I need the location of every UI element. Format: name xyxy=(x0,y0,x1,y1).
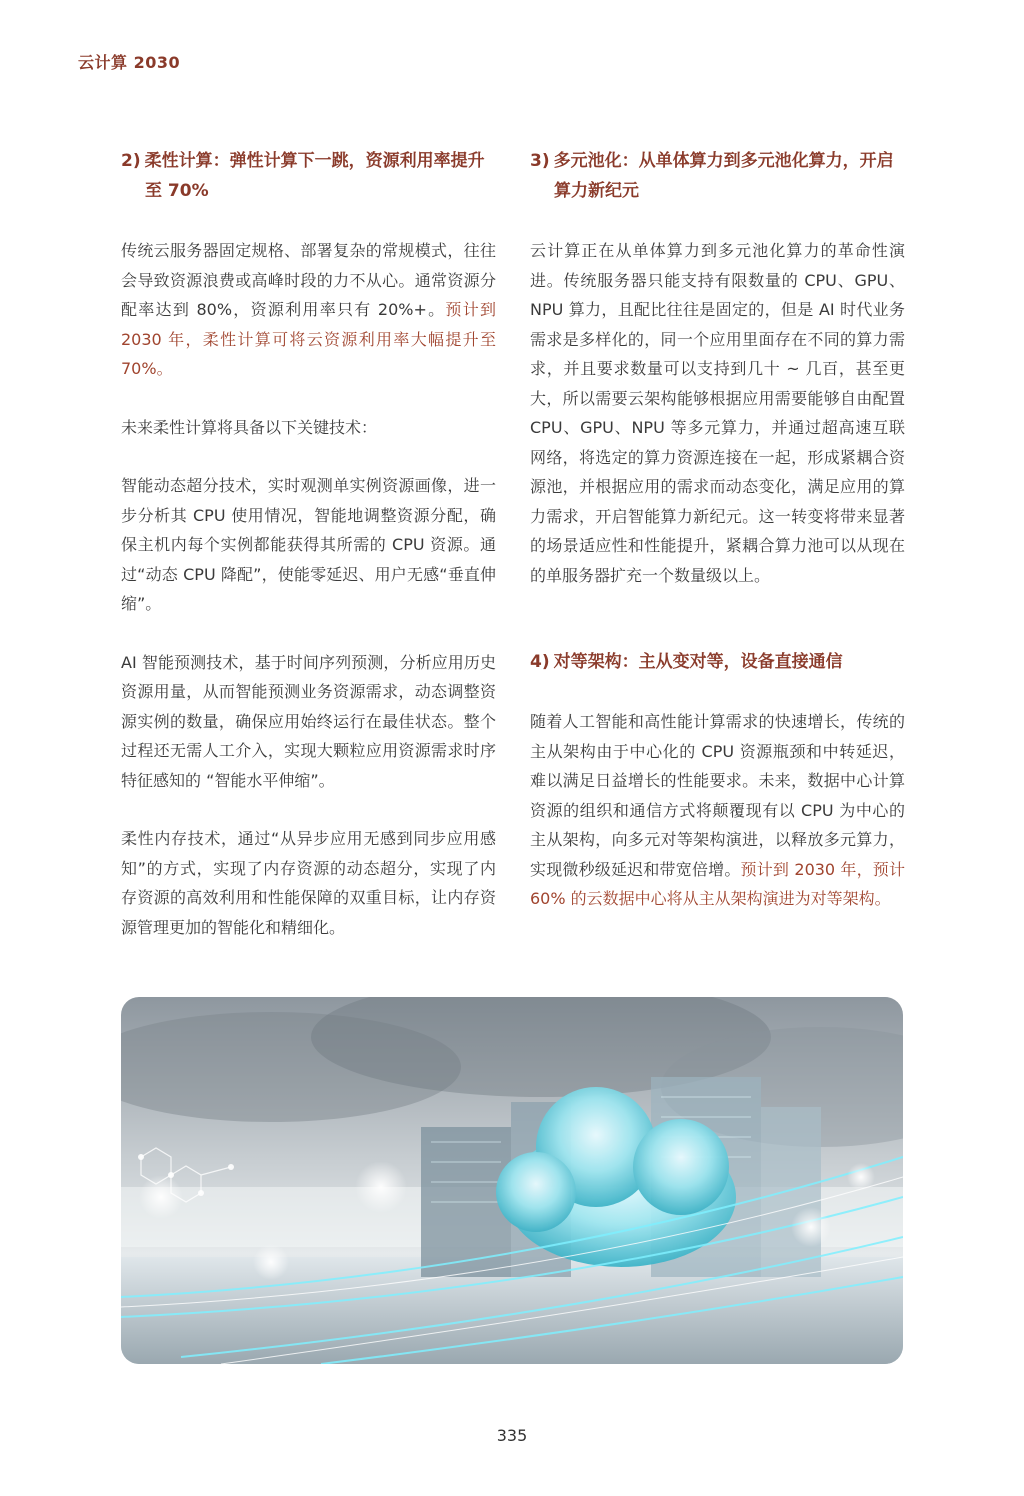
section-3-number: 3) xyxy=(530,151,550,171)
section-2-paragraph-2: 未来柔性计算将具备以下关键技术： xyxy=(121,417,378,437)
section-2-heading: 柔性计算：弹性计算下一跳，资源利用率提升至 70% xyxy=(144,151,485,201)
section-2-title xyxy=(121,146,496,206)
section-4-paragraph-1 xyxy=(530,707,905,914)
section-2-paragraph-5: 柔性内存技术，通过“从异步应用无感到同步应用感知”的方式，实现了内存资源的动态超分，实现了内存资源的高效利用和性能保障的双重目标，让内存资源管理更加的智能化和精细化。 xyxy=(121,829,496,937)
section-2-paragraph-4: AI 智能预测技术，基于时间序列预测，分析应用历史资源用量，从而智能预测业务资源需求，动态调整资源实例的数量，确保应用始终运行在最佳状态。整个过程还无需人工介入，实现大颗粒应用资源需求时序特征感知的 “智能水平伸缩”。 xyxy=(121,652,496,790)
paragraph-text: 传统云服务器固定规格、部署复杂的常规模式，往往会导致资源浪费或高峰时段的力不从心。通常资源分配率达到 80%，资源利用率只有 20%+。 xyxy=(121,241,496,319)
cloud-datacenter-icon xyxy=(121,997,903,1364)
running-header: 云计算 2030 xyxy=(78,53,181,72)
right-column xyxy=(530,146,905,943)
cloud-datacenter-illustration xyxy=(121,997,903,1364)
section-2-number: 2) xyxy=(121,151,141,171)
section-2-paragraph-3: 智能动态超分技术，实时观测单实例资源画像，进一步分析其 CPU 使用情况，智能地调整资源分配，确保主机内每个实例都能获得其所需的 CPU 资源。通过“动态 CPU 降配”，使能零延迟、用户无感“垂直伸缩”。 xyxy=(121,476,496,613)
left-column xyxy=(121,146,496,971)
paragraph-text: 随着人工智能和高性能计算需求的快速增长，传统的主从架构由于中心化的 CPU 资源瓶颈和中转延迟，难以满足日益增长的性能要求。未来，数据中心计算资源的组织和通信方式将颠覆现有以 CPU 为中心的主从架构，向多元对等架构演进，以释放多元算力，实现微秒级延迟和带宽倍增。 xyxy=(530,712,905,879)
highlight-text: 预计到 2030 年，柔性计算可将云资源利用率大幅提升至 70%。 xyxy=(121,300,496,378)
page-number: 335 xyxy=(496,1426,528,1445)
highlight-text: 预计到 2030 年，预计 60% 的云数据中心将从主从架构演进为对等架构。 xyxy=(530,859,905,908)
section-4-heading: 对等架构：主从变对等，设备直接通信 xyxy=(553,652,843,672)
section-4-number: 4) xyxy=(530,652,550,672)
section-3-title xyxy=(530,146,905,206)
section-4-title xyxy=(530,647,905,677)
section-3-heading: 多元池化：从单体算力到多元池化算力，开启算力新纪元 xyxy=(553,151,894,201)
section-2-paragraph-1 xyxy=(121,236,496,384)
section-3-paragraph-1: 云计算正在从单体算力到多元池化算力的革命性演进。传统服务器只能支持有限数量的 CPU、GPU、NPU 算力，且配比往往是固定的，但是 AI 时代业务需求是多样化的，同一个应用里面存在不同的算力需求，并且要求数量可以支持到几十 ~ 几百，甚至更大，所以需要云架构能够根据应用需要能够自由配置 CPU、GPU、NPU 等多元算力，并通过超高速互联网络，将选定的算力资源连接在一起，形成紧耦合资源池，并根据应用的需求而动态变化，满足应用的算力需求，开启智能算力新纪元。这一转变将带来显著的场景适应性和性能提升，紧耦合算力池可以从现在的单服务器扩充一个数量级以上。 xyxy=(530,241,905,585)
section-gap xyxy=(530,619,905,647)
